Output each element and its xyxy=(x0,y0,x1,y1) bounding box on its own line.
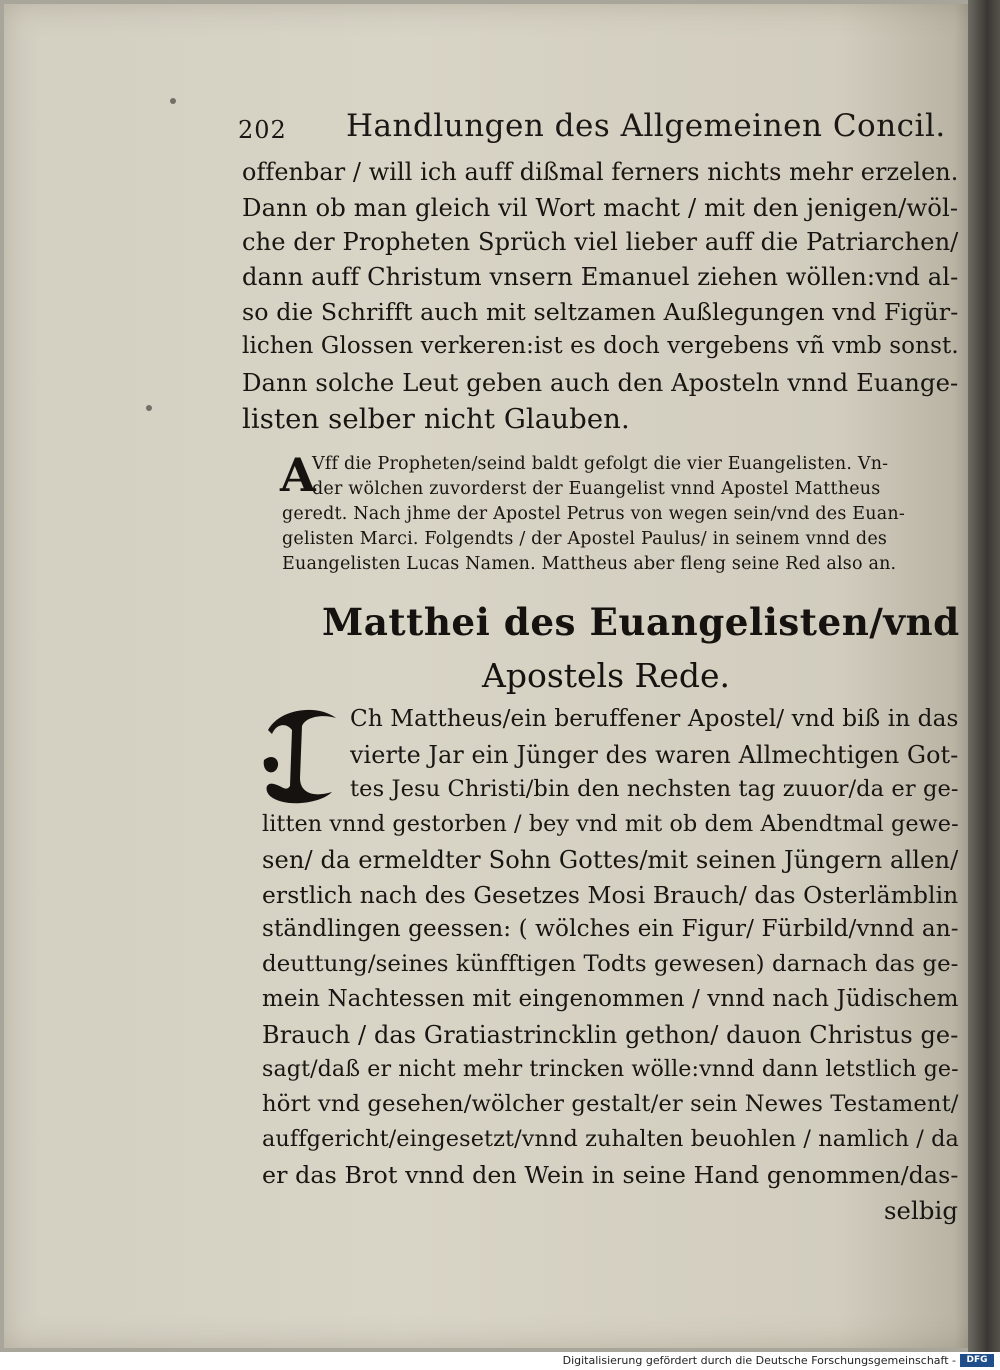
section-subtitle: Apostels Rede. xyxy=(482,656,731,695)
text-line: Ch Mattheus/ein beruffener Apostel/ vnd biß in das xyxy=(350,706,959,732)
text-line: offenbar / will ich auff dißmal ferners nichts mehr erzelen. xyxy=(242,158,959,186)
text-line: tes Jesu Christi/bin den nechsten tag zuuor/da er ge- xyxy=(350,776,959,802)
ink-speck xyxy=(170,98,176,104)
text-line: Dann ob man gleich vil Wort macht / mit den jenigen/wöl- xyxy=(242,193,959,222)
text-line: litten vnnd gestorben / bey vnd mit ob dem Abendtmal gewe- xyxy=(262,811,959,837)
text-line: mein Nachtessen mit eingenommen / vnnd nach Jüdischem xyxy=(262,986,959,1012)
text-line: deuttung/seines künfftigen Todts gewesen) darnach das ge- xyxy=(262,951,959,977)
text-line: dann auff Christum vnsern Emanuel ziehen wöllen:vnd al- xyxy=(242,263,959,291)
text-line: so die Schrifft auch mit seltzamen Außlegungen vnd Figür- xyxy=(242,298,959,326)
text-line: Brauch / das Gratiastrincklin gethon/ dauon Christus ge- xyxy=(262,1021,959,1049)
text-line: gelisten Marci. Folgendts / der Apostel Paulus/ in seinem vnnd des xyxy=(282,529,888,549)
text-line: er das Brot vnnd den Wein in seine Hand genommen/das- xyxy=(262,1161,959,1189)
text-line: der wölchen zuvorderst der Euangelist vnnd Apostel Mattheus xyxy=(312,479,881,499)
footer-bar xyxy=(0,1352,1000,1370)
page-header xyxy=(238,108,946,152)
funding-notice: Digitalisierung gefördert durch die Deutsche Forschungsgemeinschaft - xyxy=(562,1354,956,1367)
dfg-logo: DFG xyxy=(960,1354,994,1367)
initial-letter: A xyxy=(280,448,316,502)
text-line: erstlich nach des Gesetzes Mosi Brauch/ das Osterlämblin xyxy=(262,881,959,909)
page-number: 202 xyxy=(238,116,287,144)
text-line: Vff die Propheten/seind baldt gefolgt die vier Euangelisten. Vn- xyxy=(312,454,889,474)
text-line: listen selber nicht Glauben. xyxy=(242,403,630,435)
text-line: ständlingen geessen: ( wölches ein Figur/ Fürbild/vnnd an- xyxy=(262,916,959,942)
text-line: lichen Glossen verkeren:ist es doch vergebens vñ vmb sonst. xyxy=(242,333,959,359)
ink-speck xyxy=(146,405,152,411)
text-line: Euangelisten Lucas Namen. Mattheus aber fleng seine Red also an. xyxy=(282,554,897,574)
text-line: vierte Jar ein Jünger des waren Allmechtigen Got- xyxy=(350,741,959,769)
section-title: Matthei des Euangelisten/vnd xyxy=(322,600,960,644)
text-line: Dann solche Leut geben auch den Aposteln vnnd Euange- xyxy=(242,368,959,397)
text-line: che der Propheten Sprüch viel lieber auff die Patriarchen/ xyxy=(242,228,959,256)
page-edge-shadow xyxy=(968,0,1000,1352)
decorated-initial xyxy=(260,700,346,812)
catchword: selbig xyxy=(884,1196,959,1225)
text-line: auffgericht/eingesetzt/vnnd zuhalten beuohlen / namlich / da xyxy=(262,1126,959,1152)
text-line: geredt. Nach jhme der Apostel Petrus von wegen sein/vnd des Euan- xyxy=(282,504,905,524)
text-line: sagt/daß er nicht mehr trincken wölle:vnnd dann letstlich ge- xyxy=(262,1056,959,1082)
decorated-initial-i-icon xyxy=(260,700,346,812)
text-line: sen/ da ermeldter Sohn Gottes/mit seinen Jüngern allen/ xyxy=(262,846,959,874)
text-line: hört vnd gesehen/wölcher gestalt/er sein Newes Testament/ xyxy=(262,1091,959,1117)
running-head: Handlungen des Allgemeinen Concil. xyxy=(346,108,946,144)
